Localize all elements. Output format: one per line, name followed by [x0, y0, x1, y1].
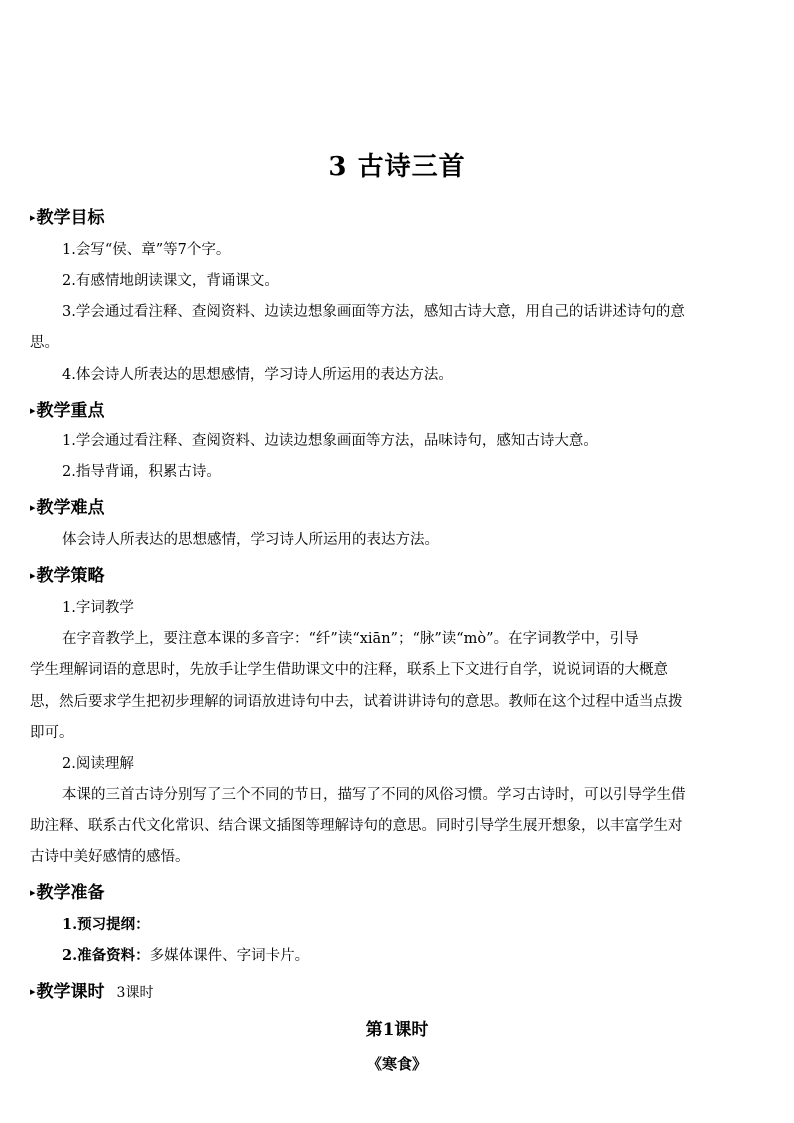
- section-heading-strategies: [30, 561, 105, 586]
- section-heading-preparation: [30, 878, 105, 903]
- strategy-paragraph-1-line: 即可。: [30, 725, 74, 741]
- objective-item-4: 4.体会诗人所表达的思想感情，学习诗人所运用的表达方法。: [62, 367, 453, 383]
- page-title: 3 古诗三首: [328, 152, 466, 182]
- triangle-marker-icon: ▸: [30, 985, 36, 998]
- strategy-paragraph-1-line: 在字音教学上，要注意本课的多音字：“纤”读“xiān”；“脉”读“mò”。在字词教学中，引导: [62, 631, 639, 647]
- preparation-item-2-text: 多媒体课件、字词卡片。: [149, 948, 310, 964]
- key-point-item-2: 2.指导背诵，积累古诗。: [62, 464, 221, 480]
- preparation-item-2: [62, 944, 309, 965]
- section-heading-difficulties: [30, 493, 105, 518]
- triangle-marker-icon: ▸: [30, 211, 36, 224]
- triangle-marker-icon: ▸: [30, 886, 36, 899]
- preparation-item-1: 1.预习提纲：: [62, 916, 150, 933]
- section-heading-label: 教学难点: [36, 498, 105, 518]
- objective-item-3: 3.学会通过看注释、查阅资料、边读边想象画面等方法，感知古诗大意，用自己的话讲述诗句的意: [62, 304, 685, 320]
- section-heading-label: 教学课时: [36, 982, 105, 1002]
- strategy-subtitle-1: 1.字词教学: [62, 600, 134, 616]
- period-title: 第1课时: [365, 1020, 429, 1040]
- objective-item-2: 2.有感情地朗读课文，背诵课文。: [62, 273, 279, 289]
- section-heading-label: 教学策略: [36, 566, 105, 586]
- section-heading-label: 教学准备: [36, 883, 105, 903]
- strategy-subtitle-2: 2.阅读理解: [62, 756, 134, 772]
- strategy-paragraph-2-line: 助注释、联系古代文化常识、结合课文插图等理解诗句的意思。同时引导学生展开想象，以丰富学生对: [30, 818, 683, 834]
- triangle-marker-icon: ▸: [30, 404, 36, 417]
- strategy-paragraph-2-line: 本课的三首古诗分别写了三个不同的节日，描写了不同的风俗习惯。学习古诗时，可以引导学生借: [62, 787, 686, 803]
- preparation-item-2-label: 2.准备资料：: [62, 947, 150, 964]
- poem-title: 《寒食》: [366, 1055, 427, 1073]
- section-heading-periods: [30, 977, 153, 1002]
- periods-value: 3课时: [116, 985, 154, 1001]
- objective-item-1: 1.会写“侯、章”等7个字。: [62, 242, 231, 258]
- strategy-paragraph-1-line: 学生理解词语的意思时，先放手让学生借助课文中的注释，联系上下文进行自学，说说词语的大概意: [30, 662, 668, 678]
- key-point-item-1: 1.学会通过看注释、查阅资料、边读边想象画面等方法，品味诗句，感知古诗大意。: [62, 433, 598, 449]
- section-heading-label: 教学目标: [36, 208, 105, 228]
- section-heading-objectives: [30, 203, 105, 228]
- strategy-paragraph-1-line: 思，然后要求学生把初步理解的词语放进诗句中去，试着讲讲诗句的意思。教师在这个过程中适当点拨: [30, 694, 683, 710]
- triangle-marker-icon: ▸: [30, 501, 36, 514]
- section-heading-key-points: [30, 396, 105, 421]
- triangle-marker-icon: ▸: [30, 569, 36, 582]
- difficulty-item-1: 体会诗人所表达的思想感情，学习诗人所运用的表达方法。: [62, 532, 439, 548]
- section-heading-label: 教学重点: [36, 401, 105, 421]
- strategy-paragraph-2-line: 古诗中美好感情的感悟。: [30, 849, 190, 865]
- objective-item-3-continued: 思。: [30, 335, 59, 351]
